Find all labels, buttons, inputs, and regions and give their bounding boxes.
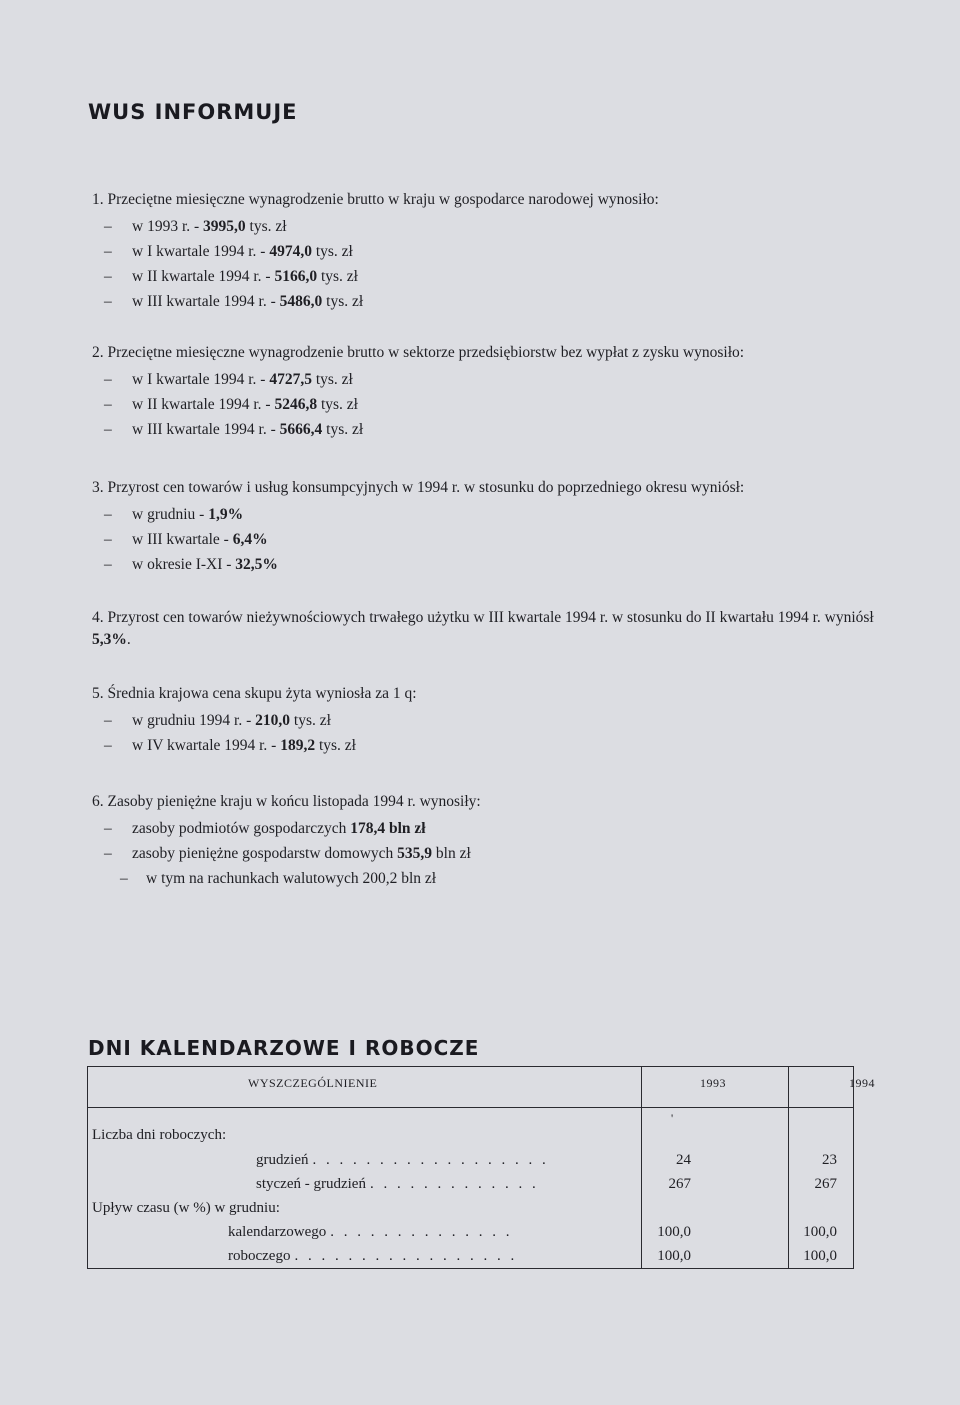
column-header-1993: 1993	[700, 1076, 726, 1090]
group-label-time-elapsed: Upływ czasu (w %) w grudniu:	[92, 1200, 280, 1216]
cell-1993: 267	[668, 1176, 691, 1192]
section-wages-enterprise	[92, 342, 882, 442]
list-item: – w grudniu 1994 r. - 210,0 tys. zł	[92, 708, 882, 733]
page-heading: WUS INFORMUJE	[88, 100, 298, 124]
working-days-table	[87, 1066, 875, 1269]
section-money-resources	[92, 791, 882, 891]
cell-1994: 23	[822, 1152, 837, 1168]
table-header-divider	[88, 1107, 853, 1108]
list-item: – w III kwartale 1994 r. - 5666,4 tys. zł	[92, 417, 882, 442]
list-item: – w I kwartale 1994 r. - 4974,0 tys. zł	[92, 239, 882, 264]
stray-mark: '	[671, 1111, 674, 1125]
cell-1993: 100,0	[657, 1224, 691, 1240]
section-rye-price	[92, 683, 882, 758]
list-item: – w II kwartale 1994 r. - 5166,0 tys. zł	[92, 264, 882, 289]
list-item: – w tym na rachunkach walutowych 200,2 bln zł	[92, 866, 882, 891]
section-title: 4. Przyrost cen towarów nieżywnościowych trwałego użytku w III kwartale 1994 r. w stosunku do II kwartału 1994 r. wyniósł 5,3%.	[92, 609, 874, 648]
section-consumer-prices	[92, 477, 882, 577]
section-durable-goods-prices	[92, 607, 882, 654]
list-item: – w grudniu - 1,9%	[92, 502, 882, 527]
cell-1994: 100,0	[803, 1224, 837, 1240]
list-item: – w 1993 r. - 3995,0 tys. zł	[92, 214, 882, 239]
table-heading: DNI KALENDARZOWE I ROBOCZE	[88, 1036, 480, 1060]
section-title: 2. Przeciętne miesięczne wynagrodzenie brutto w sektorze przedsiębiorstw bez wypłat z zysku wynosiło:	[92, 344, 745, 361]
list-item: – zasoby pieniężne gospodarstw domowych 535,9 bln zł	[92, 841, 882, 866]
column-header-description: WYSZCZEGÓLNIENIE	[248, 1076, 378, 1090]
section-title: 1. Przeciętne miesięczne wynagrodzenie brutto w kraju w gospodarce narodowej wynosiło:	[92, 191, 659, 208]
table-row: roboczego . . . . . . . . . . . . . . . . .	[228, 1248, 518, 1264]
group-label-working-days: Liczba dni roboczych:	[92, 1127, 227, 1143]
list-item: – w III kwartale 1994 r. - 5486,0 tys. zł	[92, 289, 882, 314]
list-item: – w okresie I-XI - 32,5%	[92, 552, 882, 577]
list-item: – w IV kwartale 1994 r. - 189,2 tys. zł	[92, 733, 882, 758]
cell-1993: 100,0	[657, 1248, 691, 1264]
list-item: – w II kwartale 1994 r. - 5246,8 tys. zł	[92, 392, 882, 417]
list-item: – zasoby podmiotów gospodarczych 178,4 bln zł	[92, 816, 882, 841]
cell-1993: 24	[676, 1152, 691, 1168]
section-title: 5. Średnia krajowa cena skupu żyta wyniosła za 1 q:	[92, 685, 417, 702]
table-row: styczeń - grudzień . . . . . . . . . . . . .	[256, 1176, 539, 1192]
section-title: 6. Zasoby pieniężne kraju w końcu listopada 1994 r. wynosiły:	[92, 793, 481, 810]
cell-1994: 267	[814, 1176, 837, 1192]
section-title: 3. Przyrost cen towarów i usług konsumpcyjnych w 1994 r. w stosunku do poprzedniego okresu wyniósł:	[92, 479, 745, 496]
table-row: grudzień . . . . . . . . . . . . . . . . . .	[256, 1152, 549, 1168]
list-item: – w I kwartale 1994 r. - 4727,5 tys. zł	[92, 367, 882, 392]
table-row: kalendarzowego . . . . . . . . . . . . . .	[228, 1224, 513, 1240]
column-header-1994: 1994	[849, 1076, 875, 1090]
cell-1994: 100,0	[803, 1248, 837, 1264]
list-item: – w III kwartale - 6,4%	[92, 527, 882, 552]
section-wages-national	[92, 189, 882, 314]
